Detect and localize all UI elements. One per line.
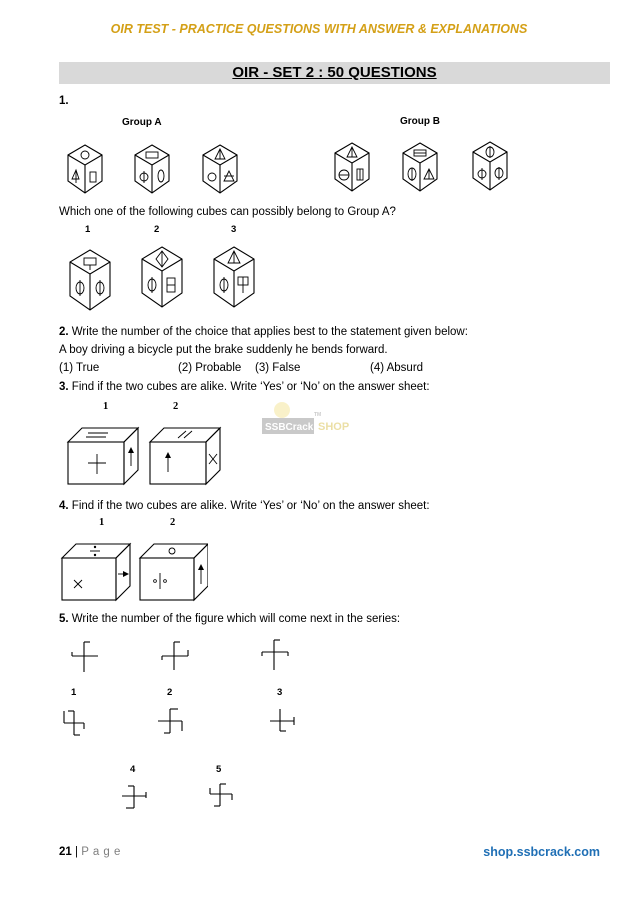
q4-label-2: 2: [170, 517, 176, 528]
group-a-cube-2: [135, 145, 169, 193]
q5-text: Write the number of the figure which will come next in the series:: [68, 613, 401, 625]
q5-option-figure-3: [270, 709, 294, 731]
q5-series-figure-2: [162, 642, 188, 670]
watermark-tm: TM: [314, 412, 322, 418]
q5-option-figure-4: [122, 786, 146, 808]
q2-choice-4: (4) Absurd: [370, 362, 424, 374]
group-a-label: Group A: [122, 117, 162, 128]
q5-option-figure-2: [158, 709, 182, 733]
q1-text: Which one of the following cubes can possibly belong to Group A?: [59, 206, 396, 218]
q5-options-row-1: [56, 705, 316, 741]
q2-statement: A boy driving a bicycle put the brake suddenly he bends forward.: [59, 344, 388, 356]
group-b-cube-2: [403, 143, 437, 191]
footer-separator: |: [71, 846, 82, 858]
q2-number: 2.: [59, 326, 69, 338]
q1-group-figures: [60, 135, 530, 205]
q5-series-figures: [60, 634, 320, 684]
q4-number: 4.: [59, 500, 69, 512]
q4-question: [59, 500, 430, 512]
q5-series-figure-3: [262, 640, 288, 670]
q4-cube-2: [140, 544, 208, 600]
q3-question: [59, 381, 430, 393]
q4-figures: [58, 536, 208, 608]
group-a-cube-3: [203, 145, 237, 193]
q2-choice-3: (3) False: [255, 362, 301, 374]
q1-option-label-1: 1: [85, 224, 91, 235]
q1-option-label-3: 3: [231, 224, 237, 235]
q3-number: 3.: [59, 381, 69, 393]
q5-question: [59, 613, 400, 625]
group-b-cube-1: [335, 143, 369, 191]
q1-option-cube-2: [142, 247, 182, 307]
q1-option-label-2: 2: [154, 224, 160, 235]
q5-series-figure-1: [72, 642, 98, 672]
q5-label-2: 2: [167, 687, 173, 698]
q5-label-4: 4: [130, 764, 136, 775]
q5-label-5: 5: [216, 764, 222, 775]
q5-number: 5.: [59, 613, 69, 625]
q1-option-figures: [60, 240, 280, 320]
q3-label-1: 1: [103, 401, 109, 412]
q5-label-1: 1: [71, 687, 77, 698]
q5-label-3: 3: [277, 687, 283, 698]
q5-option-figure-1: [64, 711, 84, 735]
q1-option-cube-1: [70, 250, 110, 310]
q3-cube-1: [68, 428, 138, 484]
watermark: [262, 400, 382, 445]
q2-question: [59, 326, 468, 338]
q3-figures: [62, 420, 222, 492]
q4-cube-1: [62, 544, 130, 600]
q4-text: Find if the two cubes are alike. Write ‘Yes’ or ‘No’ on the answer sheet:: [68, 500, 430, 512]
q2-choice-1: (1) True: [59, 362, 100, 374]
footer-site-link[interactable]: shop.ssbcrack.com: [483, 845, 600, 859]
q3-cube-2: [150, 428, 220, 484]
watermark-shop: SHOP: [318, 421, 350, 433]
page-title: OIR - SET 2 : 50 QUESTIONS: [232, 64, 437, 81]
q1-number: 1.: [59, 95, 69, 107]
q3-label-2: 2: [173, 401, 179, 412]
watermark-brand: SSBCrack: [265, 422, 314, 433]
q2-choice-2: (2) Probable: [178, 362, 242, 374]
q5-options-row-2: [116, 780, 256, 816]
page-footer-number: [59, 846, 121, 858]
q2-text: Write the number of the choice that applies best to the statement given below:: [68, 326, 468, 338]
group-b-label: Group B: [400, 116, 440, 127]
q4-label-1: 1: [99, 517, 105, 528]
page-word: P a g e: [81, 846, 121, 858]
watermark-logo-icon: [262, 400, 382, 440]
page-header: OIR TEST - PRACTICE QUESTIONS WITH ANSWER & EXPLANATIONS: [110, 22, 528, 36]
q1-option-cube-3: [214, 247, 254, 307]
page-number: 21: [59, 846, 72, 858]
group-b-cube-3: [473, 142, 507, 190]
q5-option-figure-5: [210, 784, 232, 806]
group-a-cube-1: [68, 145, 102, 193]
q3-text: Find if the two cubes are alike. Write ‘Yes’ or ‘No’ on the answer sheet:: [68, 381, 430, 393]
